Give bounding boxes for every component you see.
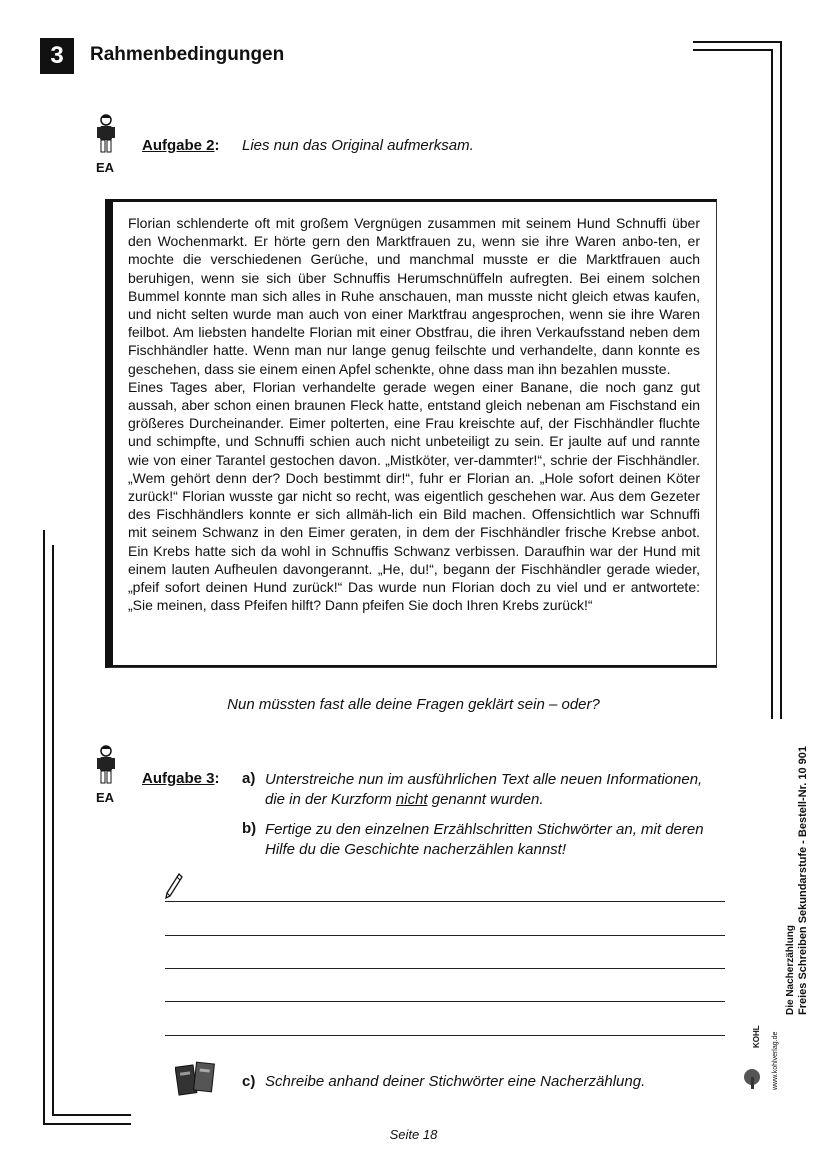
task3-a-line2-pre: die in der Kurzform <box>265 791 396 808</box>
task2-label-text: Aufgabe 2 <box>142 137 215 154</box>
frame-line <box>771 49 773 719</box>
task3-c-text <box>265 1073 645 1090</box>
writing-line[interactable] <box>165 901 725 902</box>
task3-a-text <box>265 770 745 810</box>
frame-line <box>693 41 782 43</box>
sidebar-line2: Freies Schreiben Sekundarstufe - Bestell-Nr. 10 901 <box>797 745 809 1015</box>
section-title: Rahmenbedingungen <box>90 44 285 65</box>
task3-a <box>242 770 255 787</box>
publisher-url: www.kohlverlag.de <box>772 1031 779 1090</box>
sidebar-series-text <box>784 746 810 1015</box>
task3-c <box>242 1073 255 1090</box>
task3-c-letter: c) <box>242 1073 256 1090</box>
task2-instruction: Lies nun das Original aufmerksam. <box>242 137 474 154</box>
ea-badge: EA <box>96 790 115 805</box>
task3-a-line2-post: genannt wurden. <box>427 791 544 808</box>
writing-line[interactable] <box>165 1001 725 1002</box>
writing-line[interactable] <box>165 968 725 969</box>
story-paragraph-2: Eines Tages aber, Florian verhandelte gerade wegen einer Banane, die noch ganz gut aussah, aber schon einen braunen Fleck hatte, entstand gleich nebenan am Fischstand ein größeres Durcheinander. Eimer polterten, eine Frau kreischte auf, der Fischhändler fluchte und schimpfte, und Schnuffi schien auch nicht unbeteiligt zu sein. Er jaulte auf und rannte wie von einer Tarantel gestochen davon. „Mistköter, ver-dammter!“, schrie der Fischhändler. „Wem gehört denn der? Doch bestimmt dir!“, fuhr er Florian an. „Hole sofort deinen Köter zurück!“ Florian wusste gar nicht so recht, was eigentlich geschehen war. Aus dem Gezeter des Fischhändlers konnte er sich allmäh-lich ein Bild machen. Offensichtlich war Schnuffi mit seinem Schwanz in den Eimer geraten, in dem der Fischhändler frische Krebse anbot. Ein Krebs hatte sich da wohl in Schnuffis Schwanz verbissen. Daraufhin war der Hund mit einem lauten Aufheulen davongerannt. „He, du!“, begann der Fischhändler gerade wieder, „pfeif sofort deinen Hund zurück!“ Das wurde nun Florian doch zu viel und er antwortete: „Sie meinen, dass Pfeifen hilft? Dann pfeifen Sie doch Ihren Krebs zurück!“ <box>128 378 700 614</box>
task3-c-line: Schreibe anhand deiner Stichwörter eine Nacherzählung. <box>265 1073 646 1090</box>
task3-a-letter: a) <box>242 770 256 787</box>
task3-colon: : <box>214 770 220 787</box>
frame-line <box>780 41 782 719</box>
sidebar-line1: Die Nacherzählung <box>785 924 796 1015</box>
frame-line <box>43 1123 131 1125</box>
closing-question: Nun müssten fast alle deine Fragen geklärt sein – oder? <box>227 696 600 713</box>
task3-a-line1: Unterstreiche nun im ausführlichen Text alle neuen Informationen, <box>265 771 703 788</box>
task3-a-line2 <box>265 790 745 810</box>
page-number: Seite 18 <box>389 1127 438 1142</box>
publisher-name: KOHL <box>752 1025 761 1048</box>
section-number: 3 <box>40 38 74 74</box>
task3-b-letter: b) <box>242 820 257 837</box>
task3-b-line2: Hilfe du die Geschichte nacherzählen kannst! <box>265 841 567 858</box>
story-text <box>128 214 700 614</box>
person-icon <box>94 114 118 161</box>
frame-line <box>43 530 45 1124</box>
frame-line <box>693 49 772 51</box>
task3-b-line1: Fertige zu den einzelnen Erzählschritten Stichwörter an, mit deren <box>265 821 704 838</box>
books-icon <box>175 1060 217 1103</box>
person-icon <box>94 745 118 792</box>
task3-a-underlined: nicht <box>395 791 428 808</box>
writing-line[interactable] <box>165 935 725 936</box>
writing-line[interactable] <box>165 1035 725 1036</box>
ea-badge: EA <box>96 160 115 175</box>
task2-label <box>142 137 220 154</box>
story-paragraph-1: Florian schlenderte oft mit großem Vergnügen zusammen mit seinem Hund Schnuffi über den Wochenmarkt. Er hörte gern den Marktfrauen zu, wenn sie ihre Waren anbo-ten, er mochte die verschiedenen Gerüche, und manchmal musste er die Marktfrauen auch beruhigen, wenn sie sich über Schnuffis Herumschnüffeln aufregten. Bei einem solchen Bummel konnte man sich alles in Ruhe anschauen, man musste nicht gleich etwas kaufen, und nicht selten wurde man auch von einer Marktfrau angesprochen, wenn sie ihre Waren feilbot. Am liebsten handelte Florian mit einer Obstfrau, die ihren Verkaufsstand neben dem Fischhändler hatte. Wenn man nur lange genug feilschte und verhandelte, dann konnte es geschehen, dass sie einem einen Apfel schenkte, ohne dass man ihn bezahlen musste. <box>128 215 700 377</box>
task3-b <box>242 820 256 837</box>
task3-label-text: Aufgabe 3 <box>142 770 215 787</box>
frame-line <box>52 545 54 1115</box>
task2-colon: : <box>214 137 220 154</box>
task3-b-text <box>265 820 745 860</box>
frame-line <box>52 1114 131 1116</box>
task3-label <box>142 770 220 787</box>
